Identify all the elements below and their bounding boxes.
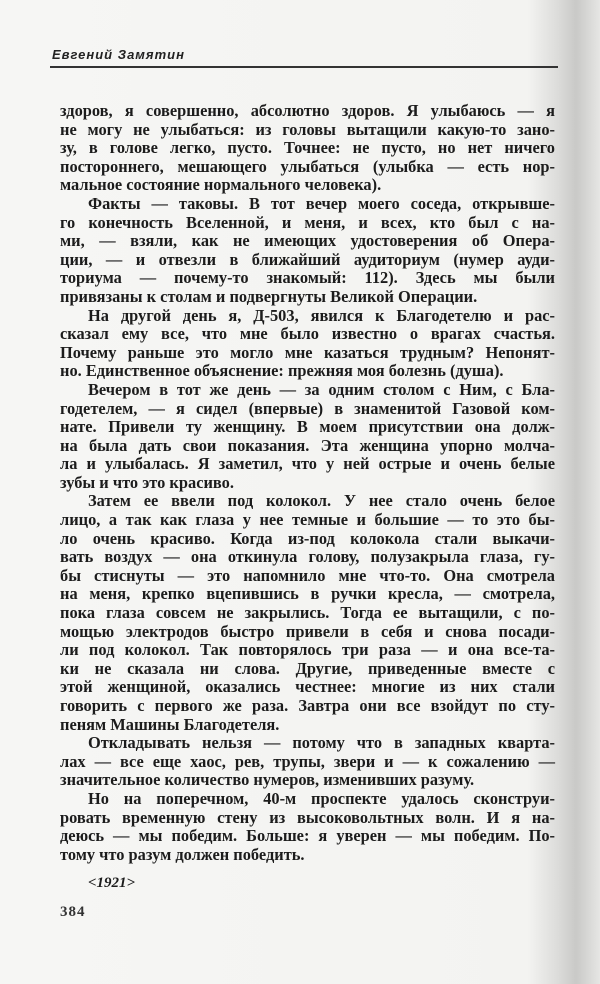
text-line: лицо, а так как глаза у нее темные и большие — то это бы- [60,510,555,530]
text-line: ла и улыбалась. Я заметил, что у ней острые и очень белые [60,454,555,474]
text-line: Затем ее ввели под колокол. У нее стало очень белое [88,491,555,511]
text-line: ровать временную стену из высоковольтных волн. И я на- [60,807,555,827]
text-line: лах — все еще хаос, рев, трупы, звери и — к сожалению — [60,751,555,771]
text-line: Факты — таковы. В тот вечер моего соседа, открывше- [88,193,555,213]
text-line: здоров, я совершенно, абсолютно здоров. Я улыбаюсь — я [60,101,555,120]
text-line: привязаны к столам и подвергнуты Великой Операции. [60,286,478,306]
text-line: ции, — и отвезли в ближайший аудиториум (нумер ауди- [60,249,555,269]
page-body-text [60,102,555,864]
text-line: бы стиснуты — это напомнило мне что-то. Она смотрела [60,565,555,585]
text-line: зубы и что это красиво. [60,472,234,492]
text-line: Почему раньше это могло мне казаться трудным? Непонят- [60,342,555,362]
text-line: го конечность Вселенной, и меня, и всех, кто был с на- [60,212,555,232]
text-line: годетелем, — я сидел (впервые) в знаменитой Газовой ком- [60,398,555,418]
text-line: На другой день я, Д-503, явился к Благодетелю и рас- [88,305,555,325]
text-line: пока глаза совсем не закрылись. Тогда ее вытащили, с по- [60,603,555,623]
text-line: тому что разум должен победить. [60,844,305,864]
header-rule [50,66,558,68]
text-line: Откладывать нельзя — потому что в западных кварта- [88,733,555,753]
date-line: <1921> [88,875,136,891]
text-line: на меня, крепко вцепившись в ручки кресла, — смотрела, [60,584,555,604]
text-line: ки не сказала ни слова. Другие, приведенные вместе с [60,658,555,678]
text-line: вать воздух — она откинула голову, полузакрыла глаза, гу- [60,547,555,567]
text-line: на была дать свои показания. Эта женщина упорно молча- [60,435,555,455]
text-line: зу, в голове легко, пусто. Точнее: не пусто, но нет ничего [60,138,555,158]
text-line: мощью электродов быстро привели в себя и снова посади- [60,621,555,641]
text-line: ми, — взяли, как не имеющих удостоверения об Опера- [60,231,555,251]
text-line: но. Единственное объяснение: прежняя моя болезнь (душа). [60,361,504,381]
text-line: этой женщиной, оказались честнее: многие из них стали [60,677,555,697]
text-line: ториума — почему-то знакомый: 112). Здесь мы были [60,268,555,288]
text-line: ло очень красиво. Когда из-под колокола стали выкачи- [60,528,555,548]
text-line: ли под колокол. Так повторялось три раза — и она все-та- [60,640,555,660]
text-line: сказал ему все, что мне было известно о врагах счастья. [60,324,555,344]
text-line: Но на поперечном, 40-м проспекте удалось сконструи- [88,788,555,808]
text-line: постороннего, мешающего улыбаться (улыбка — есть нор- [60,156,555,176]
text-line: говорить с первого же раза. Завтра они все взойдут по сту- [60,696,555,715]
text-line: мальное состояние нормального человека). [60,175,382,195]
page-number: 384 [60,904,86,920]
running-header: Евгений Замятин [52,47,185,62]
text-line: не могу не улыбаться: из головы вытащили какую-то зано- [60,119,555,139]
text-line: Вечером в тот же день — за одним столом с Ним, с Бла- [88,379,555,399]
text-line: нате. Привели ту женщину. В моем присутствии она долж- [60,417,555,437]
text-line: пеням Машины Благодетеля. [60,714,280,734]
text-line: деюсь — мы победим. Больше: я уверен — мы победим. По- [60,826,555,846]
text-line: значительное количество нумеров, изменивших разуму. [60,770,475,790]
